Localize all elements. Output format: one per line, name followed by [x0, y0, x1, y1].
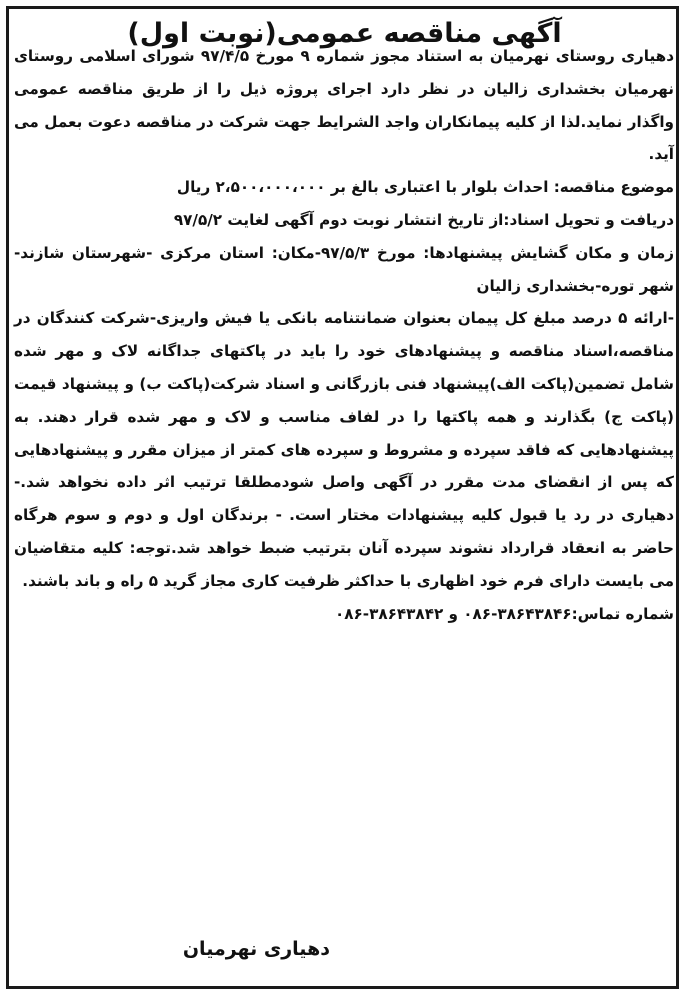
opening-paragraph: زمان و مکان گشایش پیشنهادها: مورخ ۹۷/۵/۳-مکان: استان مرکزی -شهرستان شازند- شهر توره-بخشداری زالیان: [14, 243, 674, 295]
subject-line: موضوع مناقصه: احداث بلوار با اعتباری بالغ بر ۲،۵۰۰،۰۰۰،۰۰۰ ریال: [176, 178, 674, 197]
terms-paragraph: -ارائه ۵ درصد مبلغ کل پیمان بعنوان ضمانتنامه بانکی یا فیش واریزی-شرکت کنندگان در مناقصه،اسناد مناقصه و پیشنهادهای خود را باید در پاکتهای جداگانه لاک و مهر شده شامل تضمین(پاکت الف)پیشنهاد فنی بازرگانی و اسناد شرکت(پاکت ب) و پیشنهاد قیمت (پاکت ج) بگذارند و همه پاکتها را در لفاف مناسب و لاک و مهر شده قرار دهند. به پیشنهادهایی که فاقد سپرده و مشروط و سپرده های کمتر از میزان مقرر و پیشنهادهایی که پس از انقضای مدت مقرر در آگهی واصل شودمطلقا ترتیب اثر داده نخواهد شد.- دهیاری در رد یا قبول کلیه پیشنهادات مختار است. - برندگان اول و دوم و سوم هرگاه حاضر به انعقاد قرارداد نشوند سپرده آنان بترتیب ضبط خواهد شد.توجه: کلیه متقاضیان می بایست دارای فرم خود اظهاری با حداکثر ظرفیت کاری مجاز گرید ۵ راه و باند باشند.: [14, 309, 674, 590]
notice-body: [14, 40, 674, 630]
notice-title: آگهی مناقصه عمومی(نوبت اول): [127, 18, 562, 49]
documents-line: دریافت و تحویل اسناد:از تاریخ انتشار نوبت دوم آگهی لغایت ۹۷/۵/۲: [173, 210, 674, 229]
intro-paragraph: دهیاری روستای نهرمیان به استناد مجوز شماره ۹ مورخ ۹۷/۴/۵ شورای اسلامی روستای نهرمیان بخشداری زالیان در نظر دارد اجرای پروژه ذیل را از طریق مناقصه عمومی واگذار نماید.لذا از کلیه پیمانکاران واجد الشرایط جهت شرکت در مناقصه دعوت بعمل می آید.: [14, 47, 674, 164]
signature: دهیاری نهرمیان: [182, 938, 330, 960]
contact-line: شماره تماس:۳۸۶۴۳۸۴۶-۰۸۶ و ۳۸۶۴۳۸۴۲-۰۸۶: [334, 604, 674, 623]
